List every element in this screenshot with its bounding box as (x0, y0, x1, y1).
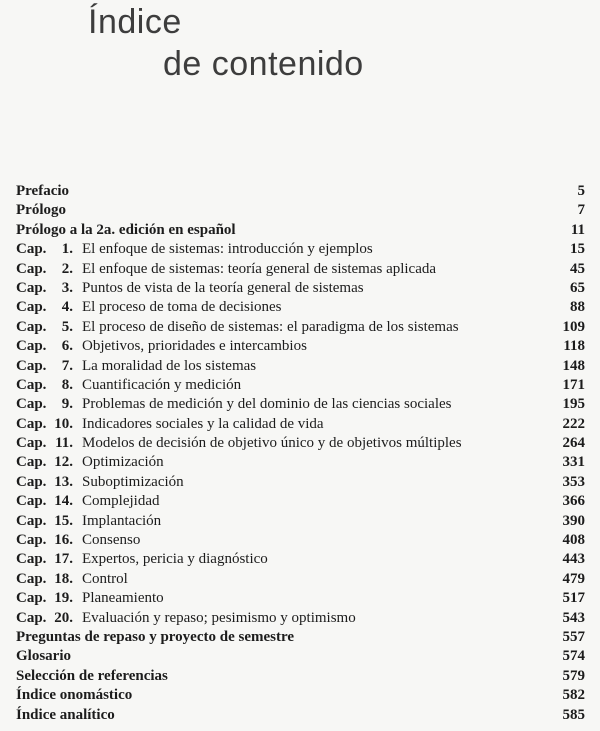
toc-row-glosario (16, 647, 585, 666)
chapter-title: El proceso de diseño de sistemas: el paradigma de los sistemas (82, 318, 459, 335)
chapter-title: Evaluación y repaso; pesimismo y optimismo (82, 609, 356, 626)
chapter-title: Puntos de vista de la teoría general de sistemas (82, 279, 364, 296)
chapter-label (16, 453, 73, 472)
toc-entry-label: Preguntas de repaso y proyecto de semestre (16, 628, 295, 645)
chapter-title: Planeamiento (82, 590, 164, 607)
chapter-prefix: Cap. (16, 570, 47, 587)
toc-row-analitico (16, 706, 585, 725)
toc-entry-page: 585 (562, 706, 585, 723)
chapter-title: Suboptimización (82, 473, 184, 490)
toc-entry-label: Selección de referencias (16, 667, 168, 684)
chapter-title: Objetivos, prioridades e intercambios (82, 338, 307, 355)
toc-entry-label: Glosario (16, 648, 71, 665)
toc-entry-page: 222 (562, 415, 585, 432)
chapter-number: 17. (54, 551, 73, 568)
toc-entry-page: 171 (562, 376, 585, 393)
toc-entry-page: 517 (562, 590, 585, 607)
chapter-title: Problemas de medición y del dominio de las ciencias sociales (82, 396, 452, 413)
toc-entry-label: Prefacio (16, 183, 70, 199)
toc-row-cap-8 (16, 376, 585, 395)
chapter-prefix: Cap. (16, 241, 47, 258)
chapter-number: 14. (54, 493, 73, 510)
page-title (88, 0, 364, 84)
toc-row-cap-9 (16, 395, 585, 414)
chapter-number: 15. (54, 512, 73, 529)
chapter-label (16, 512, 73, 531)
chapter-label (16, 609, 73, 628)
toc-entry-label: Prólogo a la 2a. edición en español (16, 221, 236, 238)
toc-entry-page: 118 (563, 338, 585, 355)
toc-entry-page: 65 (570, 279, 585, 296)
chapter-label (16, 395, 73, 414)
toc-row-cap-16 (16, 531, 585, 550)
toc-row-cap-1 (16, 240, 585, 259)
chapter-title: El proceso de toma de decisiones (82, 299, 282, 316)
toc-row-onomastico (16, 686, 585, 705)
chapter-label (16, 240, 73, 259)
chapter-prefix: Cap. (16, 473, 47, 490)
chapter-label (16, 473, 73, 492)
chapter-prefix: Cap. (16, 318, 47, 335)
chapter-title: Modelos de decisión de objetivo único y de objetivos múltiples (82, 435, 462, 452)
chapter-number: 19. (54, 590, 73, 607)
toc-row-cap-13 (16, 473, 585, 492)
chapter-prefix: Cap. (16, 415, 47, 432)
chapter-number: 6. (61, 338, 73, 355)
toc-entry-page: 408 (562, 532, 585, 549)
chapter-title: Consenso (82, 532, 141, 549)
toc-row-cap-17 (16, 550, 585, 569)
table-of-contents (16, 182, 585, 725)
chapter-label (16, 570, 73, 589)
chapter-number: 5. (61, 318, 73, 335)
chapter-number: 12. (54, 454, 73, 471)
chapter-label (16, 357, 73, 376)
toc-row-cap-19 (16, 589, 585, 608)
toc-entry-page: 15 (570, 241, 585, 258)
toc-row-cap-4 (16, 298, 585, 317)
chapter-prefix: Cap. (16, 299, 47, 316)
chapter-number: 18. (54, 570, 73, 587)
chapter-label (16, 434, 73, 453)
toc-entry-page: 390 (562, 512, 585, 529)
toc-entry-page: 479 (562, 570, 585, 587)
toc-row-prologo-2a (16, 221, 585, 240)
chapter-prefix: Cap. (16, 357, 47, 374)
chapter-title: El enfoque de sistemas: introducción y ejemplos (82, 241, 373, 258)
toc-entry-page: 264 (562, 435, 585, 452)
toc-row-cap-20 (16, 609, 585, 628)
chapter-prefix: Cap. (16, 512, 47, 529)
toc-row-prefacio (16, 182, 585, 201)
chapter-prefix: Cap. (16, 454, 47, 471)
chapter-number: 10. (54, 415, 73, 432)
chapter-prefix: Cap. (16, 435, 47, 452)
toc-row-referencias (16, 667, 585, 686)
toc-entry-page: 7 (577, 202, 585, 219)
toc-row-cap-7 (16, 357, 585, 376)
toc-entry-page: 574 (562, 648, 585, 665)
chapter-number: 20. (54, 609, 73, 626)
chapter-number: 3. (61, 279, 73, 296)
chapter-number: 4. (61, 299, 73, 316)
toc-entry-page: 353 (562, 473, 585, 490)
chapter-number: 2. (61, 260, 73, 277)
chapter-label (16, 279, 73, 298)
chapter-label (16, 589, 73, 608)
chapter-label (16, 531, 73, 550)
chapter-prefix: Cap. (16, 260, 47, 277)
toc-entry-label: Índice onomástico (16, 687, 133, 704)
toc-row-cap-5 (16, 318, 585, 337)
toc-row-cap-15 (16, 512, 585, 531)
chapter-number: 16. (54, 532, 73, 549)
toc-entry-page: 5 (577, 183, 585, 199)
chapter-title: La moralidad de los sistemas (82, 357, 257, 374)
chapter-label (16, 318, 73, 337)
page-title-line1: Índice (88, 3, 182, 41)
toc-entry-page: 11 (570, 221, 585, 238)
toc-row-cap-3 (16, 279, 585, 298)
toc-entry-page: 443 (562, 551, 585, 568)
chapter-prefix: Cap. (16, 338, 47, 355)
toc-row-cap-6 (16, 337, 585, 356)
toc-entry-label: Índice analítico (16, 706, 115, 723)
chapter-title: Control (82, 570, 128, 587)
chapter-label (16, 415, 73, 434)
toc-row-cap-14 (16, 492, 585, 511)
toc-entry-page: 45 (570, 260, 585, 277)
toc-entry-page: 543 (562, 609, 585, 626)
chapter-label (16, 298, 73, 317)
chapter-label (16, 260, 73, 279)
chapter-title: Implantación (82, 512, 162, 529)
toc-row-prologo (16, 201, 585, 220)
page-title-line2: de contenido (163, 45, 364, 83)
chapter-prefix: Cap. (16, 590, 47, 607)
toc-row-cap-2 (16, 260, 585, 279)
chapter-number: 13. (54, 473, 73, 490)
chapter-title: El enfoque de sistemas: teoría general de sistemas aplicada (82, 260, 437, 277)
chapter-prefix: Cap. (16, 279, 47, 296)
toc-row-cap-11 (16, 434, 585, 453)
toc-row-cap-10 (16, 415, 585, 434)
toc-row-preguntas (16, 628, 585, 647)
chapter-prefix: Cap. (16, 532, 47, 549)
toc-entry-page: 557 (562, 628, 585, 645)
toc-entry-page: 579 (562, 667, 585, 684)
chapter-title: Cuantificación y medición (82, 376, 242, 393)
chapter-label (16, 550, 73, 569)
chapter-title: Expertos, pericia y diagnóstico (82, 551, 268, 568)
chapter-prefix: Cap. (16, 396, 47, 413)
chapter-title: Optimización (82, 454, 164, 471)
chapter-prefix: Cap. (16, 376, 47, 393)
chapter-number: 11. (55, 435, 73, 452)
chapter-number: 1. (61, 241, 73, 258)
toc-entry-page: 148 (562, 357, 585, 374)
toc-entry-page: 88 (570, 299, 585, 316)
chapter-number: 8. (61, 376, 73, 393)
chapter-prefix: Cap. (16, 493, 47, 510)
chapter-label (16, 376, 73, 395)
toc-row-cap-12 (16, 453, 585, 472)
toc-entry-page: 195 (562, 396, 585, 413)
chapter-label (16, 492, 73, 511)
chapter-number: 9. (61, 396, 73, 413)
toc-row-cap-18 (16, 570, 585, 589)
chapter-label (16, 337, 73, 356)
chapter-title: Complejidad (82, 493, 160, 510)
toc-entry-label: Prólogo (16, 202, 66, 219)
chapter-number: 7. (61, 357, 73, 374)
toc-entry-page: 331 (562, 454, 585, 471)
chapter-prefix: Cap. (16, 609, 47, 626)
toc-entry-page: 366 (562, 493, 585, 510)
toc-entry-page: 582 (562, 687, 585, 704)
chapter-prefix: Cap. (16, 551, 47, 568)
toc-entry-page: 109 (562, 318, 585, 335)
chapter-title: Indicadores sociales y la calidad de vida (82, 415, 324, 432)
